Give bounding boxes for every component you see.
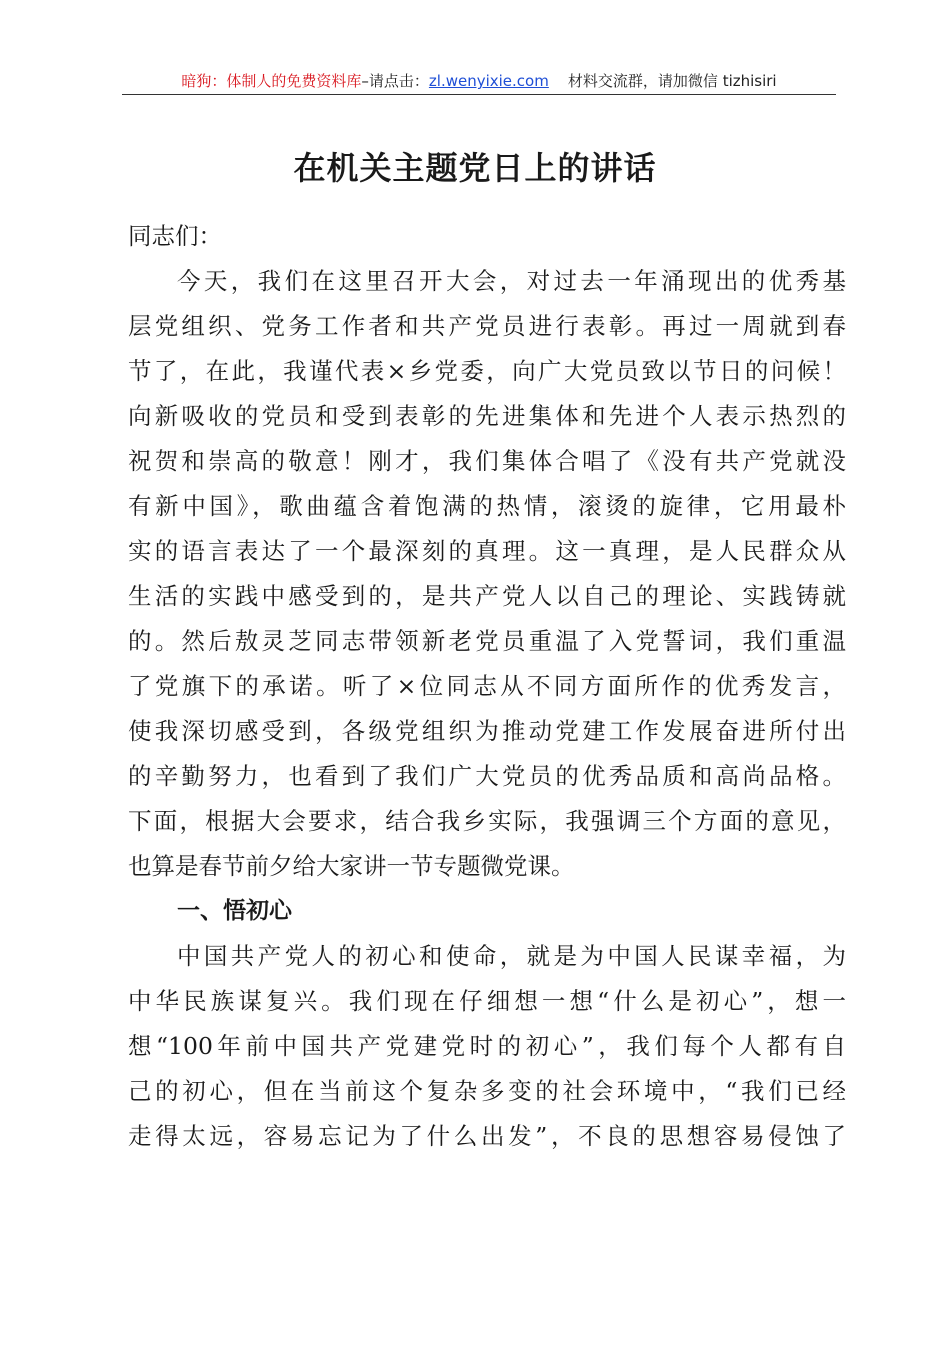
paragraph-line: 使我深切感受到，各级党组织为推动党建工作发展奋进所付出	[128, 717, 846, 745]
paragraph-line: 中国共产党人的初心和使命，就是为中国人民谋幸福，为	[177, 942, 846, 970]
salutation-line: 同志们：	[128, 222, 222, 250]
paragraph-line: 想“100年前中国共产党建党时的初心”，我们每个人都有自	[128, 1032, 846, 1060]
paragraph-2	[128, 934, 846, 1159]
paragraph-line: 向新吸收的党员和受到表彰的先进集体和先进个人表示热烈的	[128, 402, 846, 430]
paragraph-line: 节了，在此，我谨代表×乡党委，向广大党员致以节日的问候！	[128, 357, 846, 385]
paragraph-line: 的辛勤努力，也看到了我们广大党员的优秀品质和高尚品格。	[128, 762, 846, 790]
paragraph-line: 中华民族谋复兴。我们现在仔细想一想“什么是初心”，想一	[128, 987, 846, 1015]
page-header	[122, 70, 836, 95]
document-body	[128, 214, 846, 1159]
paragraph-line: 下面，根据大会要求，结合我乡实际，我强调三个方面的意见，	[128, 807, 846, 835]
header-url-link[interactable]: zl.wenyixie.com	[428, 72, 549, 90]
header-click-prompt: –请点击：	[361, 72, 429, 90]
paragraph-line: 有新中国》，歌曲蕴含着饱满的热情，滚烫的旋律，它用最朴	[128, 492, 846, 520]
paragraph-line: 层党组织、党务工作者和共产党员进行表彰。再过一周就到春	[128, 312, 846, 340]
section-heading	[128, 889, 846, 934]
paragraph-line: 实的语言表达了一个最深刻的真理。这一真理，是人民群众从	[128, 537, 846, 565]
paragraph-line: 今天，我们在这里召开大会，对过去一年涌现出的优秀基	[177, 267, 846, 295]
header-contact: 材料交流群，请加微信 tizhisiri	[567, 72, 777, 90]
paragraph-line: 的。然后敖灵芝同志带领新老党员重温了入党誓词，我们重温	[128, 627, 846, 655]
section-1-heading: 一、悟初心	[177, 898, 292, 924]
paragraph-1	[128, 259, 846, 889]
paragraph-line: 生活的实践中感受到的，是共产党人以自己的理论、实践铸就	[128, 582, 846, 610]
paragraph-line: 己的初心，但在当前这个复杂多变的社会环境中，“我们已经	[128, 1077, 846, 1105]
paragraph-line: 了党旗下的承诺。听了×位同志从不同方面所作的优秀发言，	[128, 672, 846, 700]
salutation	[128, 214, 846, 259]
paragraph-line: 祝贺和崇高的敬意！刚才，我们集体合唱了《没有共产党就没	[128, 447, 846, 475]
paragraph-line: 走得太远，容易忘记为了什么出发”，不良的思想容易侵蚀了	[128, 1122, 846, 1150]
paragraph-line: 也算是春节前夕给大家讲一节专题微党课。	[128, 852, 575, 880]
header-brand: 暗狗：体制人的免费资料库	[181, 72, 362, 90]
document-title: 在机关主题党日上的讲话	[293, 149, 657, 187]
